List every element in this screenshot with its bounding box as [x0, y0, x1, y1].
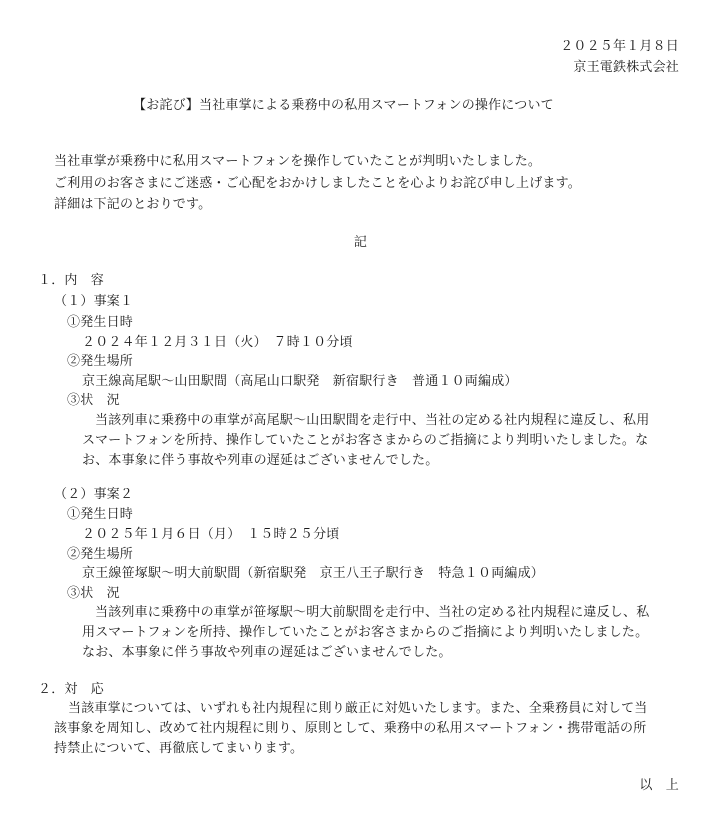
case-1-datetime-label: ①発生日時: [67, 315, 134, 330]
ki-heading: 記: [353, 235, 368, 250]
case-1-datetime: ２０２４年１２月３１日（火） ７時１０分頃: [82, 335, 353, 350]
case-2-status-line-1: 当該列車に乗務中の車掌が笹塚駅～明大前駅間を走行中、当社の定める社内規程に違反し、私: [95, 605, 650, 620]
section-1-heading: １．内 容: [38, 273, 105, 288]
closing: 以 上: [639, 778, 679, 793]
case-1-status-line-2: スマートフォンを所持、操作していたことがお客さまからのご指摘により判明いたしました。な: [82, 433, 649, 448]
company-name: 京王電鉄株式会社: [573, 60, 679, 75]
section-2-line-3: 持禁止について、再徹底してまいります。: [54, 741, 304, 756]
case-1-status-line-3: お、本事象に伴う事故や列車の遅延はございませんでした。: [82, 453, 439, 468]
case-1-status-line-1: 当該列車に乗務中の車掌が高尾駅～山田駅間を走行中、当社の定める社内規程に違反し、私用: [95, 413, 650, 428]
case-2-datetime-label: ①発生日時: [67, 507, 134, 522]
case-1-place: 京王線高尾駅～山田駅間（高尾山口駅発 新宿駅行き 普通１０両編成）: [82, 374, 518, 389]
case-2-status-line-2: 用スマートフォンを所持、操作していたことがお客さまからのご指摘により判明いたしました。: [82, 625, 649, 640]
case-2-place: 京王線笹塚駅～明大前駅間（新宿駅発 京王八王子駅行き 特急１０両編成）: [82, 566, 545, 581]
case-2-status-line-3: なお、本事象に伴う事故や列車の遅延はございませんでした。: [82, 645, 452, 660]
document-title: 【お詫び】当社車掌による乗務中の私用スマートフォンの操作について: [133, 98, 554, 113]
case-1-heading: （１）事案１: [54, 294, 134, 309]
date: ２０２５年１月８日: [560, 39, 679, 54]
case-2-heading: （２）事案２: [54, 487, 134, 502]
intro-line-2: ご利用のお客さまにご迷惑・ご心配をおかけしましたことを心よりお詫び申し上げます。: [54, 176, 581, 191]
case-2-datetime: ２０２５年１月６日（月） １５時２５分頃: [82, 527, 340, 542]
intro-line-3: 詳細は下記のとおりです。: [54, 197, 212, 212]
section-2-heading: ２．対 応: [38, 682, 105, 697]
case-1-status-label: ③状 況: [67, 393, 120, 408]
section-2-line-1: 当該車掌については、いずれも社内規程に則り厳正に対処いたします。また、全乗務員に対して当: [68, 701, 648, 716]
intro-line-1: 当社車掌が乗務中に私用スマートフォンを操作していたことが判明いたしました。: [54, 154, 542, 169]
section-2-line-2: 該事象を周知し、改めて社内規程に則り、原則として、乗務中の私用スマートフォン・携帯電話の所: [54, 721, 647, 736]
case-1-place-label: ②発生場所: [67, 354, 134, 369]
case-2-status-label: ③状 況: [67, 586, 120, 601]
case-2-place-label: ②発生場所: [67, 547, 134, 562]
